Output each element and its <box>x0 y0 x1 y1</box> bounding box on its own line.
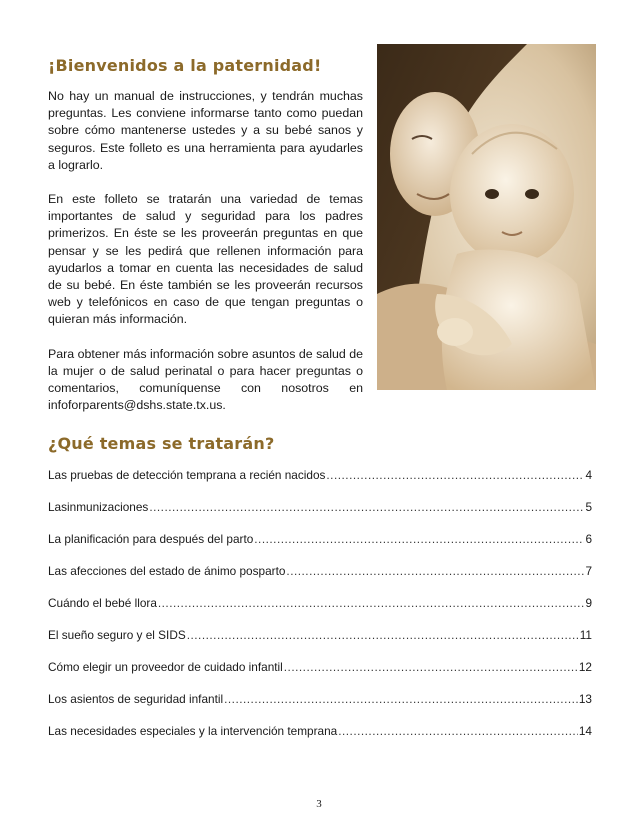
toc-page-number: 7 <box>585 564 592 578</box>
toc-entry[interactable] <box>48 692 592 724</box>
toc-entry-title: Cómo elegir un proveedor de cuidado infantil <box>48 660 283 674</box>
toc-entry[interactable] <box>48 500 592 532</box>
welcome-heading: ¡Bienvenidos a la paternidad! <box>48 56 322 75</box>
dot-leader <box>286 564 584 578</box>
toc-page-number: 6 <box>585 532 592 546</box>
toc-entry[interactable] <box>48 724 592 756</box>
toc-entry-title: El sueño seguro y el SIDS <box>48 628 186 642</box>
toc-page-number: 4 <box>585 468 592 482</box>
toc-page-number: 12 <box>578 660 592 674</box>
toc-entry-title: Cuándo el bebé llora <box>48 596 157 610</box>
dot-leader <box>158 596 585 610</box>
mother-baby-photo <box>377 44 596 390</box>
toc-entry-title: La planificación para después del parto <box>48 532 254 546</box>
toc-entry[interactable] <box>48 660 592 692</box>
dot-leader <box>187 628 579 642</box>
toc-entry-title: Lasinmunizaciones <box>48 500 149 514</box>
intro-paragraph: No hay un manual de instrucciones, y tendrán muchas preguntas. Les conviene informarse tanto como puedan sobre cómo mantenerse ustedes y a su bebé sanos y seguros. Este folleto es una herramienta para ayudarles a lograrlo. <box>48 89 363 172</box>
toc-page-number: 11 <box>579 628 592 642</box>
toc-entry-title: Los asientos de seguridad infantil <box>48 692 224 706</box>
dot-leader <box>254 532 584 546</box>
toc-entry[interactable] <box>48 532 592 564</box>
table-of-contents <box>48 468 592 756</box>
intro-paragraph: Para obtener más información sobre asuntos de salud de la mujer o de salud perinatal o para hacer preguntas o comentarios, comuníquense con nosotros en infoforparents@dshs.state.tx.us. <box>48 346 363 413</box>
dot-leader <box>224 692 578 706</box>
toc-entry[interactable] <box>48 628 592 660</box>
intro-paragraph: En este folleto se tratarán una variedad de temas importantes de salud y seguridad para los padres primerizos. En éste se les proveerán preguntas en que pensar y se les pedirá que rellenen información para ayudarlos a tomar en cuenta las necesidades de salud de su bebé. En éste también se les proveerán recursos web y telefónicos en caso de que tengan preguntas o quieran más información. <box>48 192 363 327</box>
toc-page-number: 5 <box>585 500 592 514</box>
dot-leader <box>326 468 584 482</box>
page-number: 3 <box>316 798 322 810</box>
toc-page-number: 13 <box>578 692 592 706</box>
toc-entry[interactable] <box>48 564 592 596</box>
toc-page-number: 14 <box>578 724 592 738</box>
toc-entry[interactable] <box>48 596 592 628</box>
toc-entry-title: Las afecciones del estado de ánimo posparto <box>48 564 286 578</box>
toc-entry-title: Las pruebas de detección temprana a recién nacidos <box>48 468 326 482</box>
dot-leader <box>284 660 578 674</box>
toc-entry[interactable] <box>48 468 592 500</box>
welcome-text <box>48 88 363 431</box>
topics-heading: ¿Qué temas se tratarán? <box>48 434 275 453</box>
toc-page-number: 9 <box>585 596 592 610</box>
toc-entry-title: Las necesidades especiales y la intervención temprana <box>48 724 338 738</box>
dot-leader <box>338 724 578 738</box>
dot-leader <box>149 500 584 514</box>
